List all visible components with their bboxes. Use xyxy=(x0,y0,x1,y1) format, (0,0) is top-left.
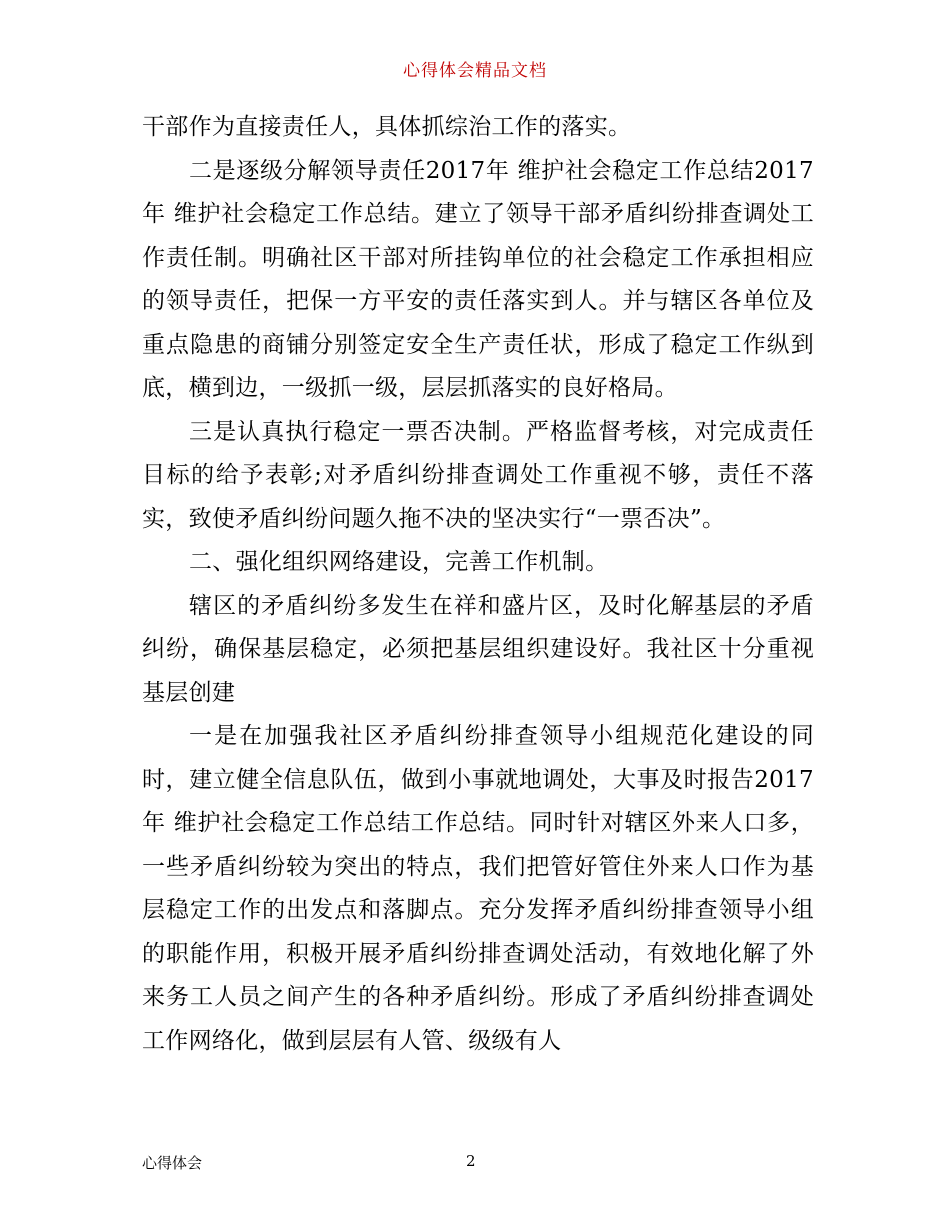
paragraph: 一是在加强我社区矛盾纠纷排查领导小组规范化建设的同时，建立健全信息队伍，做到小事就地调处，大事及时报告2017年 维护社会稳定工作总结工作总结。同时针对辖区外来人口多，一些矛盾纠纷较为突出的特点，我们把管好管住外来人口作为基层稳定工作的出发点和落脚点。充分发挥矛盾纠纷排查领导小组的职能作用，积极开展矛盾纠纷排查调处活动，有效地化解了外来务工人员之间产生的各种矛盾纠纷。形成了矛盾纠纷排查调处工作网络化，做到层层有人管、级级有人 xyxy=(142,723,814,1054)
document-body xyxy=(142,106,814,1063)
paragraph: 辖区的矛盾纠纷多发生在祥和盛片区，及时化解基层的矛盾纠纷，确保基层稳定，必须把基层组织建设好。我社区十分重视基层创建 xyxy=(142,592,814,706)
section-heading: 二、强化组织网络建设，完善工作机制。 xyxy=(189,549,609,575)
paragraph-continuation: 干部作为直接责任人，具体抓综治工作的落实。 xyxy=(142,114,632,140)
paragraph: 二是逐级分解领导责任2017年 维护社会稳定工作总结2017年 维护社会稳定工作总结。建立了领导干部矛盾纠纷排查调处工作责任制。明确社区干部对所挂钩单位的社会稳定工作承担相应的领导责任，把保一方平安的责任落实到人。并与辖区各单位及重点隐患的商铺分别签定安全生产责任状，形成了稳定工作纵到底，横到边，一级抓一级，层层抓落实的良好格局。 xyxy=(142,157,814,401)
paragraph: 三是认真执行稳定一票否决制。严格监督考核，对完成责任目标的给予表彰;对矛盾纠纷排查调处工作重视不够，责任不落实，致使矛盾纠纷问题久拖不决的坚决实行“一票否决”。 xyxy=(142,418,814,532)
footer-label: 心得体会 xyxy=(142,1154,203,1172)
page-header-title: 心得体会精品文档 xyxy=(403,61,547,81)
page-number: 2 xyxy=(466,1152,476,1170)
